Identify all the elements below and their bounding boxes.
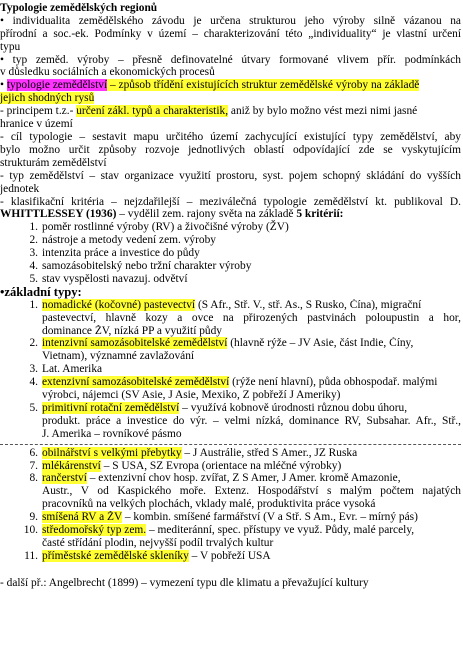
text-line: • individualita zemědělského závodu je určena strukturou jeho výroby silně vázanou na: [0, 14, 461, 27]
principem-paragraph: [0, 105, 461, 131]
list-item: [0, 376, 461, 389]
text-span: – využívá kobnově úrodnosti různou dobu úhoru,: [179, 401, 408, 414]
highlighted-term: typologie zemědělství: [6, 79, 108, 92]
text-line: - typ zemědělství – stav organizace využití prostoru, syst. pojem schopný skládání do vyšších: [0, 169, 461, 182]
text-line: strukturám zemědělství: [0, 156, 107, 169]
list-item: [0, 234, 461, 247]
criteria-list: [0, 221, 461, 286]
page-title: Typologie zemědělských regionů: [0, 2, 158, 14]
highlighted-term: příměstské zemědělské skleníky: [42, 549, 189, 562]
text-span: - principem t.z.-: [0, 105, 77, 118]
text-line: pastevectví, hlavně kozy a ovce na přirozených pastvinách poloupustin a hor,: [42, 311, 461, 324]
list-item: [0, 299, 461, 312]
list-number: 7.: [29, 459, 38, 472]
list-number: 5.: [29, 272, 38, 285]
list-item: [0, 447, 461, 460]
list-number: 4.: [29, 376, 38, 389]
text-line: • typ zeměd. výroby – přesně definovatelné útvary formované vlivem přír. podmínkách: [0, 53, 461, 66]
text-line: Vietnam), významné zavlažování: [42, 350, 195, 363]
highlighted-text: – způsob třídění existujících struktur zemědělské výroby na základě: [107, 79, 420, 92]
text-span: – V pobřeží USA: [188, 549, 271, 562]
list-number: 9.: [29, 511, 38, 524]
types-list: [0, 299, 461, 563]
text-span: – mediteránní, spec. přístupy ve využ. Půdy, malé parcely,: [146, 524, 415, 537]
list-item: [0, 460, 461, 473]
highlighted-term: smíšená RV a ŽV: [42, 511, 122, 524]
list-text: Lat. Amerika: [42, 363, 103, 376]
list-number: 2.: [29, 337, 38, 350]
list-item: [0, 363, 461, 376]
text-line: dominance ŽV, nízká PP a využití půdy: [42, 324, 223, 337]
list-text: stav vyspělosti navazuj. odvětví: [42, 272, 188, 285]
text-line: bylo možno určit způsoby rozvoje jednotlivých oblastí odpovídající zde se vyskytujícím: [0, 143, 461, 156]
typ-paragraph: [0, 170, 461, 196]
author-name: WHITTLESSEY (1936): [0, 208, 117, 221]
text-line: časté střídání plodin, nejvyšší podíl trvalých kultur: [42, 537, 274, 549]
text-span: aniž by bylo možno vést mezi nimi jasné: [228, 105, 418, 118]
list-number: 10.: [23, 524, 38, 537]
list-item: [0, 402, 461, 415]
list-number: 3.: [29, 247, 38, 260]
text-span: (rýže není hlavní), půda obhospodař. malými: [229, 376, 438, 389]
text-line: přírodní a soc.-ek. Podmínky v území – charakterizování této „individuality“ je vlastní určení: [0, 27, 461, 40]
list-text: intenzita práce a investice do půdy: [42, 247, 200, 260]
text-span: (S Afr., Stř. V., stř. As., S Rusko, Čína), migrační: [195, 298, 422, 311]
footer-note: - další př.: Angelbrecht (1899) – vymezení typu dle klimatu a převažující kultury: [0, 576, 369, 589]
text-line: - cíl typologie – sestavit mapu určitého území zachycující existující typy zemědělství, aby: [0, 131, 461, 144]
text-line: jednotek: [0, 182, 40, 195]
spacer: [0, 563, 461, 577]
list-number: 4.: [29, 260, 38, 273]
list-text: nástroje a metody vedení zem. výroby: [42, 234, 216, 247]
list-item: [0, 273, 461, 286]
highlighted-term: extenzivní samozásobitelské zemědělství: [42, 376, 230, 389]
list-item: [0, 260, 461, 273]
list-number: 8.: [29, 472, 38, 485]
list-item: [0, 247, 461, 260]
list-number: 11.: [24, 549, 38, 562]
list-number: 5.: [29, 401, 38, 414]
list-number: 1.: [29, 221, 38, 234]
highlighted-text: jejich shodných rysů: [0, 92, 95, 105]
text-span: – kombin. smíšené farmářství (V a Stř. S Am., Evr. – mírný pás): [121, 511, 418, 524]
document-page: [0, 2, 461, 590]
highlighted-term: nomadické (kočovné) pastevectví: [42, 298, 196, 311]
section-heading: •základní typy:: [0, 285, 82, 299]
list-item: [0, 511, 461, 524]
text-line: hranice v území: [0, 118, 73, 131]
intro-paragraph: [0, 15, 461, 79]
text-line: v důsledku sociálních a ekonomických procesů: [0, 66, 215, 79]
text-line: pracovníků na velkých plochách, vklady malé, produktivita práce vysoká: [42, 498, 376, 511]
text-span: – S USA, SZ Evropa (orientace na mléčné výrobky): [100, 459, 342, 472]
highlighted-term: intenzivní samozásobitelské zemědělství: [42, 337, 228, 350]
text-span: – extenzivní chov hosp. zvířat, Z S Amer, J Amer. kromě Amazonie,: [86, 472, 401, 485]
text-line: výrobci, nájemci (SV Asie, J Asie, Mexiko, Z pobřeží J Ameriky): [42, 389, 341, 402]
list-item: [0, 337, 461, 350]
text-span: – J Austrálie, střed S Amer., JZ Ruska: [181, 446, 358, 459]
whittlesey-line: [0, 208, 461, 221]
highlighted-term: obilnářství s velkými přebytky: [42, 446, 182, 459]
dashed-divider: [0, 444, 461, 445]
text-line: Austr., V od Kaspického moře. Extenz. Hospodářství s malým počtem najatých: [42, 485, 461, 498]
highlighted-term: mlékárenství: [42, 459, 101, 472]
klasifikace-line: - klasifikační kritéria – nejzdařilejší – meziválečná typologie zemědělství kt. publikoval D.: [0, 195, 461, 208]
list-item: [0, 550, 461, 563]
list-number: 3.: [29, 363, 38, 376]
bullet: •: [0, 79, 7, 92]
text-span: (hlavně rýže – JV Asie, část Indie, Číny,: [227, 337, 414, 350]
list-item: [0, 472, 461, 485]
text-line: produkt. práce a investice do výr. – velmi nízká, dominance RV, Subsahar. Afr., Stř.,: [42, 414, 461, 427]
highlighted-term: určení zákl. typů a charakteristik,: [76, 105, 229, 118]
criteria-label: 5 kritérií:: [296, 208, 344, 221]
list-item: [0, 524, 461, 537]
list-text: samozásobitelský nebo tržní charakter výroby: [42, 260, 252, 273]
highlighted-term: rančerství: [42, 472, 87, 485]
typologie-definition: [0, 79, 461, 105]
list-number: 2.: [29, 234, 38, 247]
list-item: [0, 221, 461, 234]
cil-paragraph: [0, 131, 461, 170]
highlighted-term: primitivní rotační zemědělství: [42, 401, 180, 414]
text-span: – vydělil zem. rajony světa na základě: [116, 208, 297, 221]
list-number: 1.: [29, 298, 38, 311]
list-number: 6.: [29, 446, 38, 459]
text-line: typu: [0, 40, 21, 53]
list-text: poměr rostlinné výroby (RV) a živočišné výroby (ŽV): [42, 221, 289, 234]
highlighted-term: středomořský typ zem.: [42, 524, 147, 537]
text-line: J. Amerika – rovníkové pásmo: [42, 427, 182, 440]
